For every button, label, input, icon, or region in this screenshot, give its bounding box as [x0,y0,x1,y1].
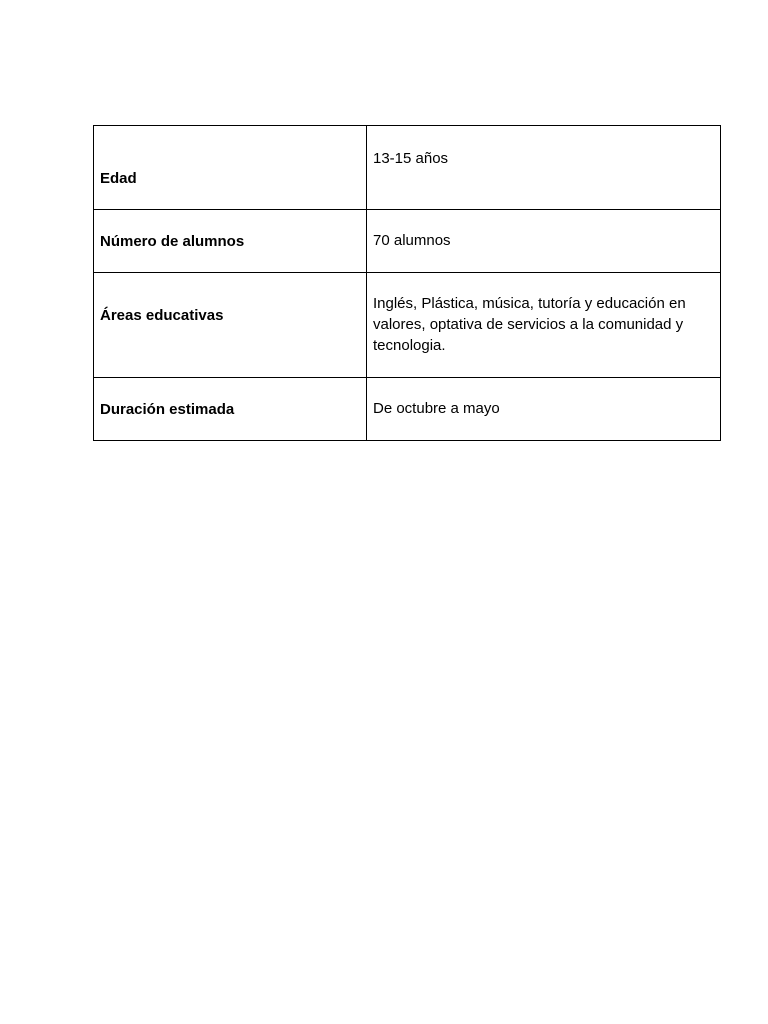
row-value: 13-15 años [373,150,449,167]
row-label-cell [94,210,367,273]
row-value-cell [367,273,721,378]
table-row [94,378,721,441]
table-row [94,210,721,273]
row-label-cell [94,126,367,210]
row-label: Edad [100,170,137,187]
row-value-cell [367,126,721,210]
table-row [94,273,721,378]
row-label-cell [94,378,367,441]
row-label: Número de alumnos [100,232,245,250]
row-label: Áreas educativas [100,306,224,324]
row-value: 70 alumnos [373,232,451,249]
row-value-cell [367,210,721,273]
row-label: Duración estimada [100,400,235,418]
table-row [94,126,721,210]
row-label-cell [94,273,367,378]
row-value: Inglés, Plástica, música, tutoría y educación en valores, optativa de servicios a la comunidad y tecnologia. [373,295,686,354]
row-value-cell [367,378,721,441]
info-table [93,125,721,441]
row-value: De octubre a mayo [373,400,500,417]
